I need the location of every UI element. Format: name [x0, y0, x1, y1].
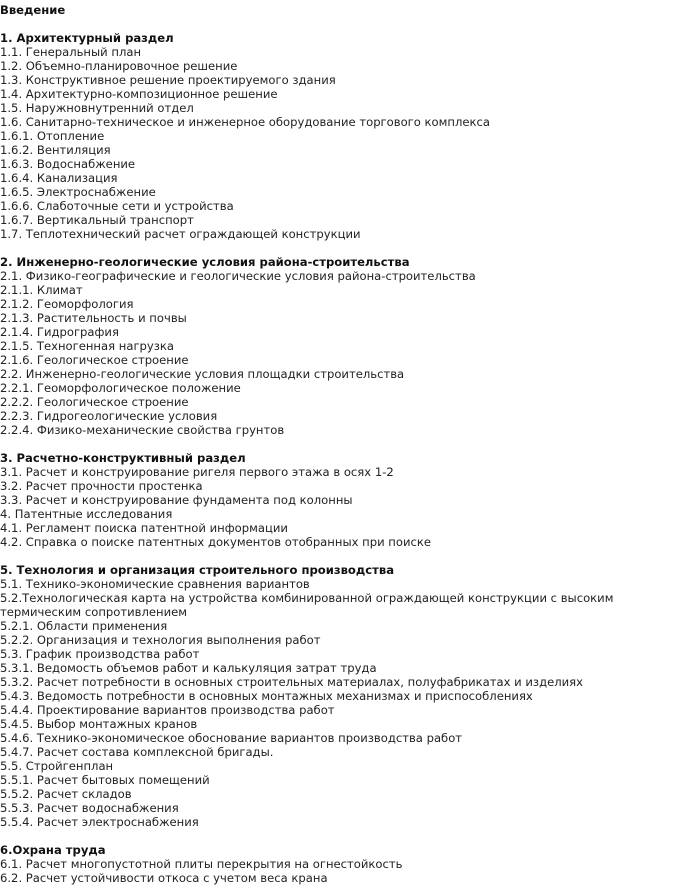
section-spacer	[0, 437, 640, 451]
section-heading: 3. Расчетно-конструктивный раздел	[0, 451, 246, 465]
toc-entry: 2.2.1. Геоморфологическое положение	[0, 381, 241, 395]
toc-entry: 2.1.2. Геоморфология	[0, 297, 134, 311]
toc-entry: 2.1.6. Геологическое строение	[0, 353, 189, 367]
toc-entry: 2.1. Физико-географические и геологические условия района-строительства	[0, 269, 476, 283]
toc-entry: 3.2. Расчет прочности простенка	[0, 479, 203, 493]
toc-entry: 5.4.6. Технико-экономическое обоснование вариантов производства работ	[0, 731, 463, 745]
section-heading: 1. Архитектурный раздел	[0, 31, 174, 45]
toc-entry: 2.1.5. Техногенная нагрузка	[0, 339, 175, 353]
toc-entry: 2.1.1. Климат	[0, 283, 83, 297]
table-of-contents	[0, 3, 640, 885]
toc-entry: 2.2.2. Геологическое строение	[0, 395, 189, 409]
toc-entry: 4.2. Справка о поиске патентных документов отобранных при поиске	[0, 535, 432, 549]
toc-entry: 5.5.1. Расчет бытовых помещений	[0, 773, 210, 787]
toc-entry: 5.4.4. Проектирование вариантов производства работ	[0, 703, 335, 717]
toc-entry: 5.2.1. Области применения	[0, 619, 168, 633]
toc-entry: 5.4.3. Ведомость потребности в основных монтажных механизмах и приспособлениях	[0, 689, 533, 703]
toc-entry: 1.6.3. Водоснабжение	[0, 157, 136, 171]
section-spacer	[0, 241, 640, 255]
toc-entry: 1.7. Теплотехнический расчет ограждающей конструкции	[0, 227, 361, 241]
toc-entry: 5.3.1. Ведомость объемов работ и калькуляция затрат труда	[0, 661, 377, 675]
section-heading: 5. Технология и организация строительного производства	[0, 563, 395, 577]
toc-entry: 1.6.2. Вентиляция	[0, 143, 111, 157]
section-spacer	[0, 17, 640, 31]
toc-entry: 1.3. Конструктивное решение проектируемого здания	[0, 73, 336, 87]
toc-entry: 1.6.1. Отопление	[0, 129, 105, 143]
toc-entry: 5.5. Стройгенплан	[0, 759, 114, 773]
toc-entry: 5.3. График производства работ	[0, 647, 200, 661]
toc-entry: 2.1.4. Гидрография	[0, 325, 119, 339]
toc-entry: 6.1. Расчет многопустотной плиты перекрытия на огнестойкость	[0, 857, 403, 871]
toc-entry: 1.1. Генеральный план	[0, 45, 142, 59]
toc-entry: 2.1.3. Растительность и почвы	[0, 311, 187, 325]
toc-entry: 5.5.2. Расчет складов	[0, 787, 132, 801]
toc-entry: 1.6.7. Вертикальный транспорт	[0, 213, 194, 227]
toc-entry: 5.5.3. Расчет водоснабжения	[0, 801, 179, 815]
toc-entry: 4.1. Регламент поиска патентной информации	[0, 521, 288, 535]
section-heading: 6.Охрана труда	[0, 843, 106, 857]
toc-entry: 3.3. Расчет и конструирование фундамента под колонны	[0, 493, 353, 507]
toc-entry: 3.1. Расчет и конструирование ригеля первого этажа в осях 1-2	[0, 465, 394, 479]
toc-entry: 1.6.5. Электроснабжение	[0, 185, 156, 199]
section-spacer	[0, 549, 640, 563]
toc-entry: 2.2. Инженерно-геологические условия площадки строительства	[0, 367, 405, 381]
toc-entry: 5.3.2. Расчет потребности в основных строительных материалах, полуфабрикатах и изделиях	[0, 675, 583, 689]
section-heading: Введение	[0, 3, 66, 17]
toc-entry: 1.2. Объемно-планировочное решение	[0, 59, 238, 73]
section-spacer	[0, 829, 640, 843]
toc-entry: 2.2.4. Физико-механические свойства грунтов	[0, 423, 285, 437]
toc-entry: 4. Патентные исследования	[0, 507, 173, 521]
toc-entry: 5.4.7. Расчет состава комплексной бригады.	[0, 745, 274, 759]
toc-entry: 5.1. Технико-экономические сравнения вариантов	[0, 577, 310, 591]
toc-entry: 5.2.Технологическая карта на устройства комбинированной ограждающей конструкции с высоким термическим сопротивлением	[0, 591, 614, 619]
toc-entry: 5.2.2. Организация и технология выполнения работ	[0, 633, 321, 647]
section-heading: 2. Инженерно-геологические условия района-строительства	[0, 255, 410, 269]
toc-entry: 1.4. Архитектурно-композиционное решение	[0, 87, 278, 101]
toc-entry: 6.2. Расчет устойчивости откоса с учетом веса крана	[0, 871, 328, 885]
toc-entry: 2.2.3. Гидрогеологические условия	[0, 409, 218, 423]
toc-entry: 1.6.6. Слаботочные сети и устройства	[0, 199, 234, 213]
toc-entry: 5.5.4. Расчет электроснабжения	[0, 815, 199, 829]
toc-entry: 5.4.5. Выбор монтажных кранов	[0, 717, 198, 731]
toc-entry: 1.6.4. Канализация	[0, 171, 118, 185]
toc-entry: 1.5. Наружновнутренний отдел	[0, 101, 194, 115]
toc-entry: 1.6. Санитарно-техническое и инженерное оборудование торгового комплекса	[0, 115, 490, 129]
